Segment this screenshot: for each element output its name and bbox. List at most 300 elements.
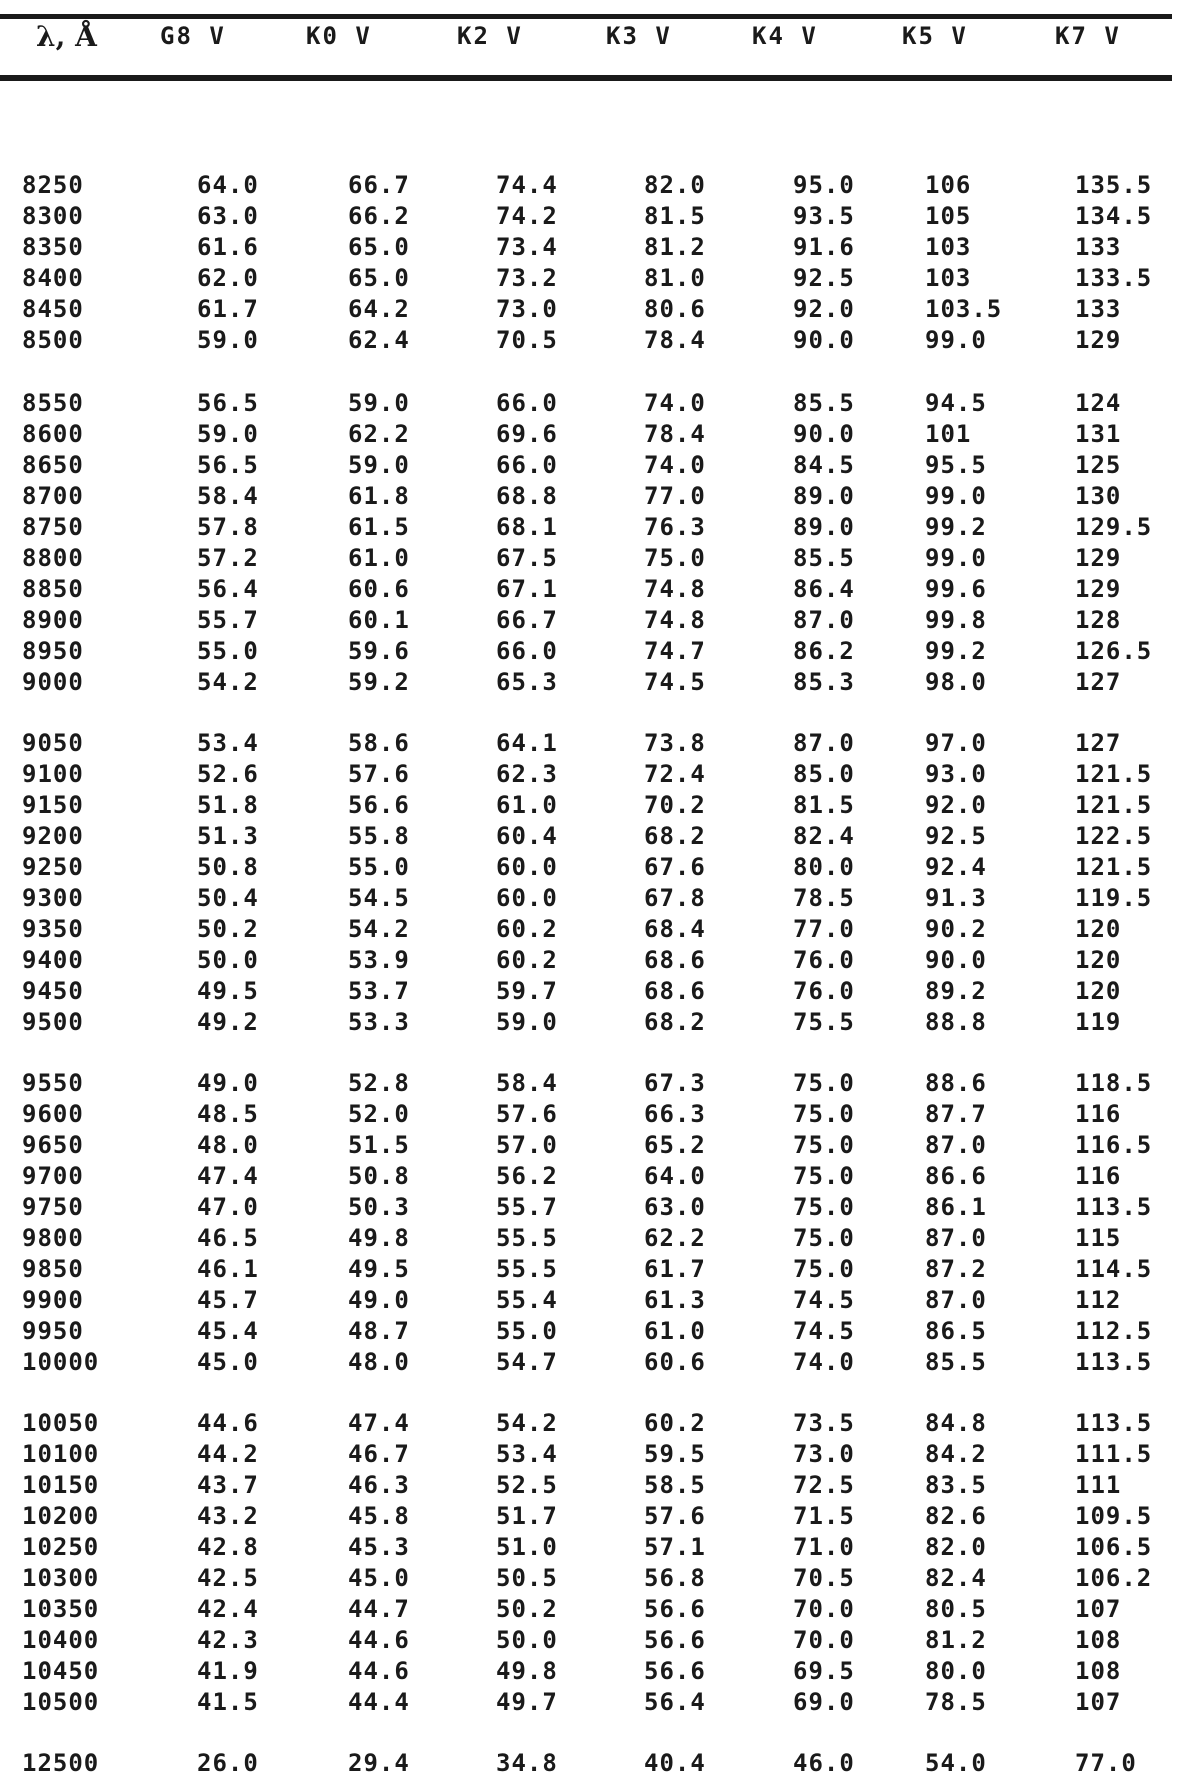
cell-k7v: 77.0 — [1075, 1749, 1137, 1777]
table-row — [0, 1285, 1200, 1316]
cell-k2v: 74.4 — [496, 171, 558, 199]
table-row — [0, 1748, 1200, 1779]
cell-k0v: 44.4 — [348, 1688, 410, 1716]
cell-g8v: 26.0 — [197, 1749, 259, 1777]
cell-k0v: 55.8 — [348, 822, 410, 850]
cell-k4v: 71.0 — [793, 1533, 855, 1561]
header-k5v: K5 V — [902, 22, 968, 50]
cell-k7v: 129 — [1075, 544, 1122, 572]
cell-k3v: 74.7 — [644, 637, 706, 665]
cell-g8v: 44.2 — [197, 1440, 259, 1468]
cell-k3v: 57.1 — [644, 1533, 706, 1561]
cell-k3v: 74.0 — [644, 451, 706, 479]
cell-k2v: 60.4 — [496, 822, 558, 850]
cell-k3v: 74.5 — [644, 668, 706, 696]
cell-k3v: 68.4 — [644, 915, 706, 943]
cell-k7v: 116 — [1075, 1162, 1122, 1190]
cell-k0v: 60.6 — [348, 575, 410, 603]
cell-k0v: 59.0 — [348, 389, 410, 417]
cell-wavelength: 9900 — [22, 1286, 84, 1314]
table-row — [0, 1594, 1200, 1625]
cell-wavelength: 9750 — [22, 1193, 84, 1221]
cell-k3v: 61.3 — [644, 1286, 706, 1314]
cell-g8v: 48.0 — [197, 1131, 259, 1159]
cell-k4v: 85.0 — [793, 760, 855, 788]
cell-k7v: 135.5 — [1075, 171, 1153, 199]
cell-k2v: 66.0 — [496, 637, 558, 665]
cell-k4v: 92.5 — [793, 264, 855, 292]
cell-k3v: 74.0 — [644, 389, 706, 417]
cell-g8v: 47.4 — [197, 1162, 259, 1190]
cell-k3v: 65.2 — [644, 1131, 706, 1159]
cell-k3v: 77.0 — [644, 482, 706, 510]
cell-k2v: 50.0 — [496, 1626, 558, 1654]
cell-k2v: 59.7 — [496, 977, 558, 1005]
cell-wavelength: 9300 — [22, 884, 84, 912]
cell-wavelength: 8900 — [22, 606, 84, 634]
cell-k2v: 34.8 — [496, 1749, 558, 1777]
cell-k5v: 84.8 — [925, 1409, 987, 1437]
table-row — [0, 1068, 1200, 1099]
cell-k3v: 68.6 — [644, 946, 706, 974]
cell-wavelength: 10150 — [22, 1471, 100, 1499]
cell-g8v: 42.3 — [197, 1626, 259, 1654]
cell-k3v: 64.0 — [644, 1162, 706, 1190]
cell-k5v: 99.2 — [925, 637, 987, 665]
cell-k7v: 129 — [1075, 326, 1122, 354]
cell-g8v: 61.7 — [197, 295, 259, 323]
cell-k4v: 71.5 — [793, 1502, 855, 1530]
cell-g8v: 55.0 — [197, 637, 259, 665]
cell-k2v: 51.0 — [496, 1533, 558, 1561]
cell-k4v: 91.6 — [793, 233, 855, 261]
cell-k5v: 82.0 — [925, 1533, 987, 1561]
cell-k3v: 78.4 — [644, 420, 706, 448]
cell-k3v: 67.6 — [644, 853, 706, 881]
cell-wavelength: 10100 — [22, 1440, 100, 1468]
cell-wavelength: 10000 — [22, 1348, 100, 1376]
cell-k2v: 60.0 — [496, 853, 558, 881]
table-row — [0, 1347, 1200, 1378]
cell-k7v: 107 — [1075, 1688, 1122, 1716]
cell-k7v: 111 — [1075, 1471, 1122, 1499]
cell-k4v: 75.0 — [793, 1162, 855, 1190]
cell-k4v: 85.5 — [793, 389, 855, 417]
cell-g8v: 59.0 — [197, 326, 259, 354]
cell-k4v: 78.5 — [793, 884, 855, 912]
cell-k7v: 131 — [1075, 420, 1122, 448]
cell-wavelength: 9050 — [22, 729, 84, 757]
cell-g8v: 63.0 — [197, 202, 259, 230]
cell-wavelength: 9250 — [22, 853, 84, 881]
cell-k5v: 88.8 — [925, 1008, 987, 1036]
cell-g8v: 62.0 — [197, 264, 259, 292]
cell-g8v: 45.7 — [197, 1286, 259, 1314]
table-row — [0, 759, 1200, 790]
cell-k0v: 59.6 — [348, 637, 410, 665]
table-row — [0, 1625, 1200, 1656]
cell-k7v: 116.5 — [1075, 1131, 1153, 1159]
cell-g8v: 41.9 — [197, 1657, 259, 1685]
cell-g8v: 56.5 — [197, 389, 259, 417]
cell-k3v: 72.4 — [644, 760, 706, 788]
cell-k0v: 45.3 — [348, 1533, 410, 1561]
table-row — [0, 1501, 1200, 1532]
cell-g8v: 49.5 — [197, 977, 259, 1005]
table-row — [0, 976, 1200, 1007]
cell-k2v: 54.7 — [496, 1348, 558, 1376]
cell-k5v: 87.0 — [925, 1286, 987, 1314]
cell-g8v: 41.5 — [197, 1688, 259, 1716]
cell-k7v: 120 — [1075, 977, 1122, 1005]
cell-k5v: 98.0 — [925, 668, 987, 696]
cell-k5v: 105 — [925, 202, 972, 230]
table-row — [0, 1687, 1200, 1718]
cell-k4v: 87.0 — [793, 606, 855, 634]
table-row — [0, 1099, 1200, 1130]
cell-k4v: 69.5 — [793, 1657, 855, 1685]
cell-g8v: 50.8 — [197, 853, 259, 881]
cell-k4v: 46.0 — [793, 1749, 855, 1777]
cell-wavelength: 9450 — [22, 977, 84, 1005]
cell-k3v: 56.8 — [644, 1564, 706, 1592]
cell-k7v: 134.5 — [1075, 202, 1153, 230]
cell-k0v: 57.6 — [348, 760, 410, 788]
cell-k5v: 80.0 — [925, 1657, 987, 1685]
cell-k3v: 81.5 — [644, 202, 706, 230]
cell-k5v: 80.5 — [925, 1595, 987, 1623]
table-row — [0, 1439, 1200, 1470]
cell-k4v: 86.2 — [793, 637, 855, 665]
cell-wavelength: 8350 — [22, 233, 84, 261]
cell-wavelength: 8250 — [22, 171, 84, 199]
cell-wavelength: 9600 — [22, 1100, 84, 1128]
cell-k4v: 75.0 — [793, 1224, 855, 1252]
cell-k3v: 81.0 — [644, 264, 706, 292]
cell-k2v: 57.0 — [496, 1131, 558, 1159]
cell-k2v: 74.2 — [496, 202, 558, 230]
cell-k5v: 78.5 — [925, 1688, 987, 1716]
cell-k4v: 87.0 — [793, 729, 855, 757]
top-rule — [0, 14, 1172, 19]
cell-k3v: 66.3 — [644, 1100, 706, 1128]
cell-k3v: 76.3 — [644, 513, 706, 541]
table-row — [0, 574, 1200, 605]
header-k0v: K0 V — [306, 22, 372, 50]
cell-k4v: 75.0 — [793, 1100, 855, 1128]
cell-k5v: 92.0 — [925, 791, 987, 819]
table-row — [0, 543, 1200, 574]
cell-wavelength: 9850 — [22, 1255, 84, 1283]
cell-k0v: 46.3 — [348, 1471, 410, 1499]
cell-k2v: 67.1 — [496, 575, 558, 603]
cell-k5v: 106 — [925, 171, 972, 199]
cell-k0v: 44.7 — [348, 1595, 410, 1623]
cell-wavelength: 8800 — [22, 544, 84, 572]
cell-wavelength: 8300 — [22, 202, 84, 230]
cell-k2v: 65.3 — [496, 668, 558, 696]
cell-k0v: 45.8 — [348, 1502, 410, 1530]
cell-k3v: 56.6 — [644, 1657, 706, 1685]
cell-k3v: 60.2 — [644, 1409, 706, 1437]
cell-k0v: 61.8 — [348, 482, 410, 510]
table-row — [0, 450, 1200, 481]
cell-k4v: 92.0 — [793, 295, 855, 323]
cell-k4v: 70.0 — [793, 1595, 855, 1623]
cell-k0v: 62.2 — [348, 420, 410, 448]
table-row — [0, 1223, 1200, 1254]
cell-k3v: 62.2 — [644, 1224, 706, 1252]
cell-k0v: 53.3 — [348, 1008, 410, 1036]
table-row — [0, 170, 1200, 201]
table-row — [0, 1408, 1200, 1439]
cell-k2v: 70.5 — [496, 326, 558, 354]
cell-k2v: 68.1 — [496, 513, 558, 541]
cell-g8v: 58.4 — [197, 482, 259, 510]
cell-k5v: 90.0 — [925, 946, 987, 974]
cell-k0v: 65.0 — [348, 233, 410, 261]
cell-g8v: 42.4 — [197, 1595, 259, 1623]
cell-k3v: 63.0 — [644, 1193, 706, 1221]
cell-k5v: 99.2 — [925, 513, 987, 541]
cell-k2v: 55.5 — [496, 1255, 558, 1283]
cell-k4v: 93.5 — [793, 202, 855, 230]
table-row — [0, 605, 1200, 636]
cell-k2v: 53.4 — [496, 1440, 558, 1468]
cell-k4v: 74.5 — [793, 1317, 855, 1345]
cell-k0v: 49.5 — [348, 1255, 410, 1283]
cell-k7v: 107 — [1075, 1595, 1122, 1623]
cell-k0v: 65.0 — [348, 264, 410, 292]
cell-k0v: 62.4 — [348, 326, 410, 354]
cell-k7v: 124 — [1075, 389, 1122, 417]
cell-k7v: 121.5 — [1075, 760, 1153, 788]
cell-k0v: 51.5 — [348, 1131, 410, 1159]
cell-k4v: 81.5 — [793, 791, 855, 819]
cell-g8v: 51.3 — [197, 822, 259, 850]
table-row — [0, 883, 1200, 914]
table-row — [0, 263, 1200, 294]
cell-k7v: 121.5 — [1075, 791, 1153, 819]
table-row — [0, 821, 1200, 852]
cell-k2v: 73.2 — [496, 264, 558, 292]
cell-k0v: 49.0 — [348, 1286, 410, 1314]
table-row — [0, 1161, 1200, 1192]
cell-k2v: 55.5 — [496, 1224, 558, 1252]
cell-k4v: 95.0 — [793, 171, 855, 199]
cell-k3v: 60.6 — [644, 1348, 706, 1376]
cell-k7v: 109.5 — [1075, 1502, 1153, 1530]
cell-k5v: 86.5 — [925, 1317, 987, 1345]
cell-k0v: 61.5 — [348, 513, 410, 541]
cell-k7v: 112.5 — [1075, 1317, 1153, 1345]
table-row — [0, 1532, 1200, 1563]
table-row — [0, 1192, 1200, 1223]
cell-wavelength: 8650 — [22, 451, 84, 479]
cell-g8v: 50.2 — [197, 915, 259, 943]
cell-k4v: 86.4 — [793, 575, 855, 603]
cell-k0v: 59.2 — [348, 668, 410, 696]
cell-k7v: 127 — [1075, 729, 1122, 757]
cell-k3v: 56.6 — [644, 1626, 706, 1654]
cell-wavelength: 9650 — [22, 1131, 84, 1159]
cell-wavelength: 8750 — [22, 513, 84, 541]
cell-k7v: 133 — [1075, 295, 1122, 323]
cell-wavelength: 8500 — [22, 326, 84, 354]
cell-k2v: 59.0 — [496, 1008, 558, 1036]
cell-k4v: 90.0 — [793, 420, 855, 448]
cell-k5v: 82.6 — [925, 1502, 987, 1530]
cell-g8v: 54.2 — [197, 668, 259, 696]
cell-k2v: 62.3 — [496, 760, 558, 788]
cell-k2v: 55.7 — [496, 1193, 558, 1221]
table-row — [0, 1254, 1200, 1285]
cell-k2v: 64.1 — [496, 729, 558, 757]
cell-wavelength: 10350 — [22, 1595, 100, 1623]
cell-k4v: 76.0 — [793, 977, 855, 1005]
cell-k0v: 56.6 — [348, 791, 410, 819]
cell-k3v: 59.5 — [644, 1440, 706, 1468]
cell-k7v: 113.5 — [1075, 1409, 1153, 1437]
cell-k0v: 44.6 — [348, 1657, 410, 1685]
cell-k3v: 67.3 — [644, 1069, 706, 1097]
cell-k5v: 85.5 — [925, 1348, 987, 1376]
cell-k7v: 125 — [1075, 451, 1122, 479]
cell-k4v: 80.0 — [793, 853, 855, 881]
cell-k7v: 133 — [1075, 233, 1122, 261]
cell-k5v: 92.5 — [925, 822, 987, 850]
cell-wavelength: 9200 — [22, 822, 84, 850]
table-row — [0, 1563, 1200, 1594]
cell-k2v: 57.6 — [496, 1100, 558, 1128]
cell-k5v: 99.0 — [925, 544, 987, 572]
cell-k7v: 106.5 — [1075, 1533, 1153, 1561]
cell-k4v: 75.0 — [793, 1131, 855, 1159]
cell-k2v: 52.5 — [496, 1471, 558, 1499]
cell-g8v: 64.0 — [197, 171, 259, 199]
cell-g8v: 51.8 — [197, 791, 259, 819]
cell-k5v: 87.2 — [925, 1255, 987, 1283]
cell-k2v: 50.5 — [496, 1564, 558, 1592]
cell-k0v: 61.0 — [348, 544, 410, 572]
cell-g8v: 57.8 — [197, 513, 259, 541]
table-row — [0, 790, 1200, 821]
cell-k3v: 56.4 — [644, 1688, 706, 1716]
cell-k0v: 52.8 — [348, 1069, 410, 1097]
cell-k7v: 128 — [1075, 606, 1122, 634]
cell-g8v: 50.0 — [197, 946, 259, 974]
cell-k0v: 52.0 — [348, 1100, 410, 1128]
cell-k4v: 75.5 — [793, 1008, 855, 1036]
cell-k5v: 87.0 — [925, 1224, 987, 1252]
cell-k5v: 84.2 — [925, 1440, 987, 1468]
cell-k0v: 48.7 — [348, 1317, 410, 1345]
cell-k0v: 58.6 — [348, 729, 410, 757]
table-row — [0, 667, 1200, 698]
cell-k7v: 114.5 — [1075, 1255, 1153, 1283]
cell-k0v: 50.8 — [348, 1162, 410, 1190]
cell-k3v: 40.4 — [644, 1749, 706, 1777]
cell-wavelength: 8950 — [22, 637, 84, 665]
cell-k5v: 87.0 — [925, 1131, 987, 1159]
cell-g8v: 45.0 — [197, 1348, 259, 1376]
cell-k0v: 59.0 — [348, 451, 410, 479]
cell-k0v: 60.1 — [348, 606, 410, 634]
cell-k7v: 129.5 — [1075, 513, 1153, 541]
cell-k2v: 60.2 — [496, 915, 558, 943]
cell-k4v: 74.5 — [793, 1286, 855, 1314]
cell-k5v: 86.6 — [925, 1162, 987, 1190]
cell-wavelength: 10050 — [22, 1409, 100, 1437]
cell-k4v: 73.5 — [793, 1409, 855, 1437]
cell-wavelength: 8600 — [22, 420, 84, 448]
cell-k5v: 103 — [925, 233, 972, 261]
cell-k5v: 103.5 — [925, 295, 1003, 323]
cell-k0v: 49.8 — [348, 1224, 410, 1252]
cell-k5v: 99.0 — [925, 482, 987, 510]
cell-k4v: 85.5 — [793, 544, 855, 572]
table-row — [0, 728, 1200, 759]
cell-k2v: 66.7 — [496, 606, 558, 634]
cell-k4v: 89.0 — [793, 513, 855, 541]
cell-k2v: 55.0 — [496, 1317, 558, 1345]
cell-k7v: 133.5 — [1075, 264, 1153, 292]
cell-g8v: 56.5 — [197, 451, 259, 479]
cell-k4v: 75.0 — [793, 1255, 855, 1283]
cell-wavelength: 10450 — [22, 1657, 100, 1685]
cell-g8v: 43.7 — [197, 1471, 259, 1499]
cell-k7v: 108 — [1075, 1626, 1122, 1654]
header-k7v: K7 V — [1055, 22, 1121, 50]
cell-wavelength: 9150 — [22, 791, 84, 819]
cell-k2v: 69.6 — [496, 420, 558, 448]
cell-k3v: 68.2 — [644, 822, 706, 850]
cell-k2v: 67.5 — [496, 544, 558, 572]
table-row — [0, 945, 1200, 976]
cell-k7v: 108 — [1075, 1657, 1122, 1685]
cell-k5v: 89.2 — [925, 977, 987, 1005]
cell-k3v: 78.4 — [644, 326, 706, 354]
cell-k2v: 73.0 — [496, 295, 558, 323]
cell-k5v: 81.2 — [925, 1626, 987, 1654]
cell-wavelength: 9550 — [22, 1069, 84, 1097]
cell-k2v: 51.7 — [496, 1502, 558, 1530]
cell-k5v: 91.3 — [925, 884, 987, 912]
cell-k2v: 49.7 — [496, 1688, 558, 1716]
cell-k0v: 50.3 — [348, 1193, 410, 1221]
cell-k2v: 49.8 — [496, 1657, 558, 1685]
cell-k3v: 70.2 — [644, 791, 706, 819]
header-k2v: K2 V — [457, 22, 523, 50]
cell-k7v: 119 — [1075, 1008, 1122, 1036]
cell-k5v: 54.0 — [925, 1749, 987, 1777]
cell-k7v: 113.5 — [1075, 1193, 1153, 1221]
cell-k0v: 29.4 — [348, 1749, 410, 1777]
cell-wavelength: 9950 — [22, 1317, 84, 1345]
cell-k0v: 53.9 — [348, 946, 410, 974]
cell-wavelength: 10500 — [22, 1688, 100, 1716]
cell-k7v: 130 — [1075, 482, 1122, 510]
table-row — [0, 201, 1200, 232]
cell-g8v: 46.5 — [197, 1224, 259, 1252]
cell-k5v: 92.4 — [925, 853, 987, 881]
cell-g8v: 43.2 — [197, 1502, 259, 1530]
cell-g8v: 49.0 — [197, 1069, 259, 1097]
cell-wavelength: 8850 — [22, 575, 84, 603]
cell-wavelength: 8450 — [22, 295, 84, 323]
cell-k5v: 99.0 — [925, 326, 987, 354]
cell-g8v: 53.4 — [197, 729, 259, 757]
